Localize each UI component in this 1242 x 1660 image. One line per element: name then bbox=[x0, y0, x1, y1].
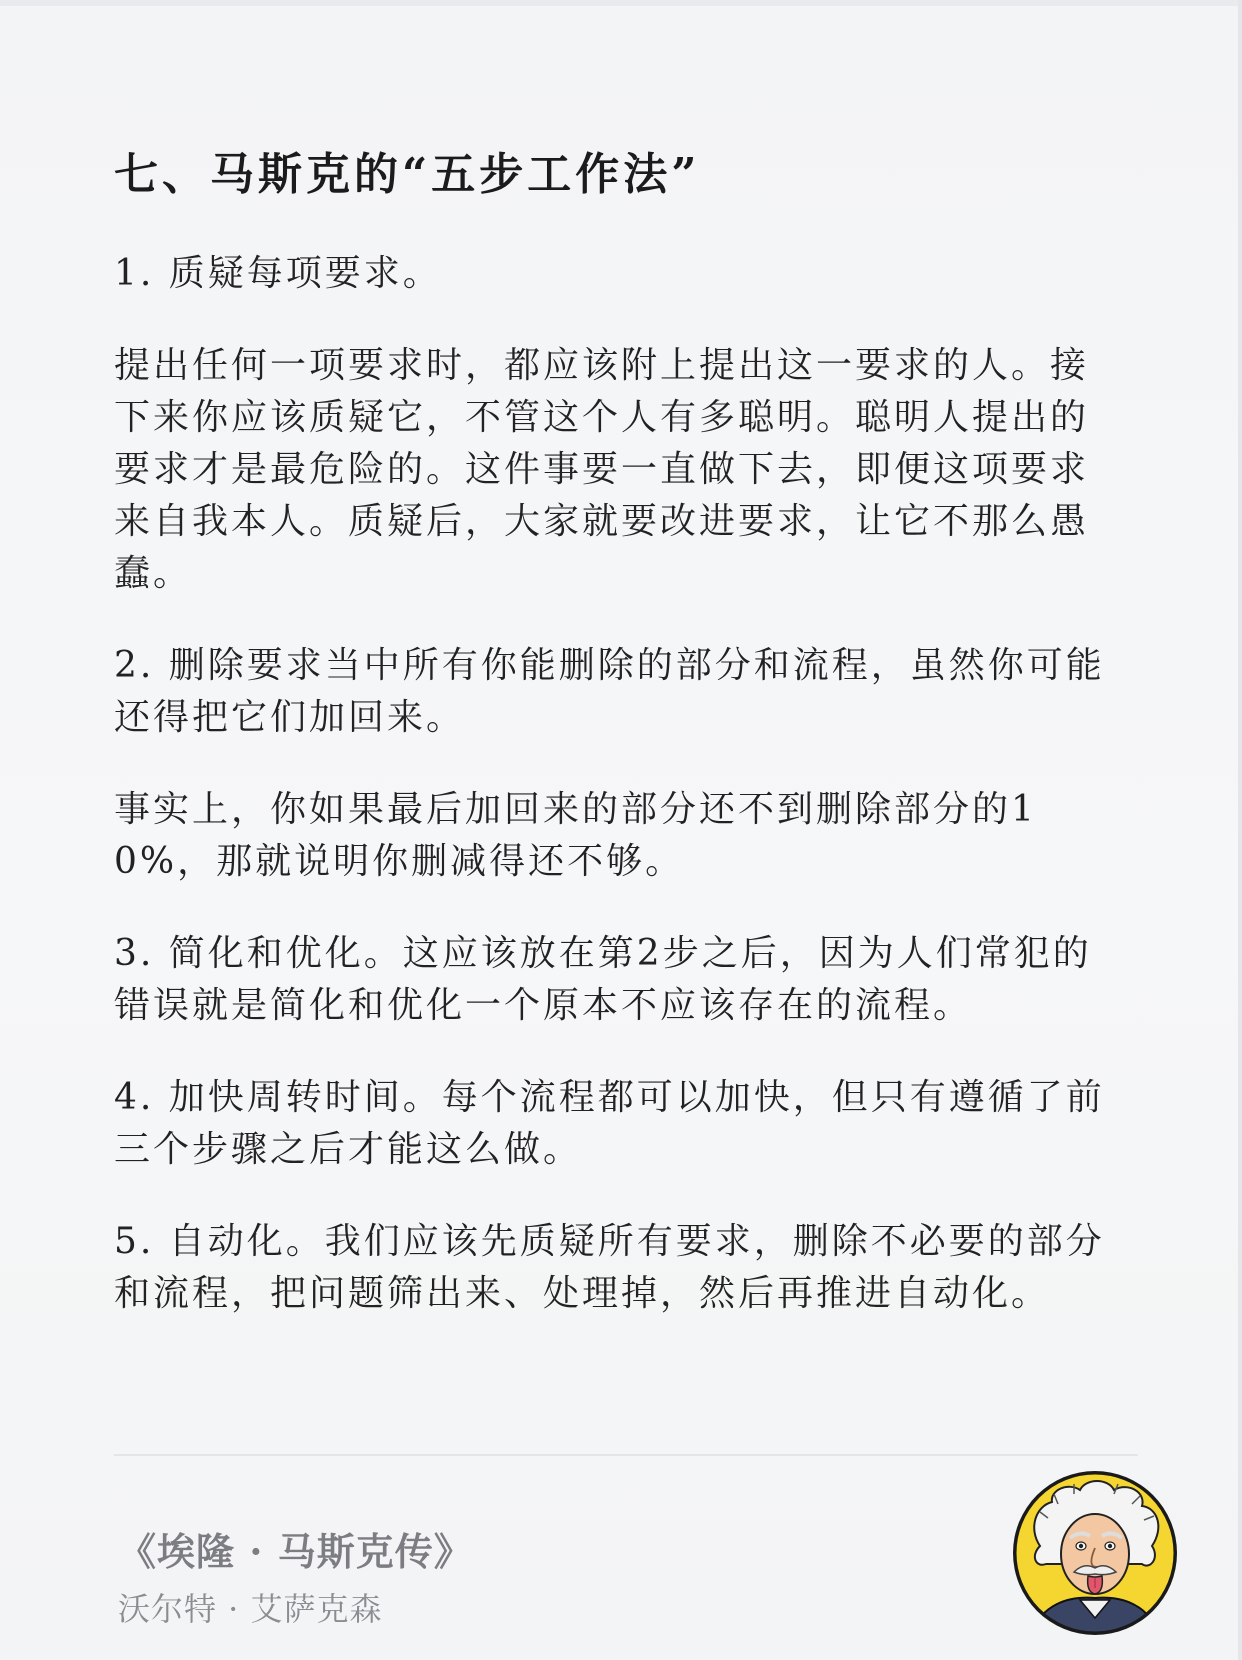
footer-divider bbox=[114, 1454, 1138, 1456]
step-3-title: 3. 简化和优化。这应该放在第2步之后，因为人们常犯的错误就是简化和优化一个原本不应该存在的流程。 bbox=[114, 933, 1092, 1026]
step-1-detail: 提出任何一项要求时，都应该附上提出这一要求的人。接下来你应该质疑它，不管这个人有多聪明。聪明人提出的要求才是最危险的。这件事要一直做下去，即便这项要求来自我本人。质疑后，大家就要改进要求，让它不那么愚蠢。 bbox=[114, 345, 1090, 594]
step-1-title: 1. 质疑每项要求。 bbox=[114, 253, 442, 294]
top-border bbox=[0, 0, 1242, 6]
einstein-portrait-icon bbox=[1010, 1468, 1180, 1638]
step-2-title: 2. 删除要求当中所有你能删除的部分和流程，虽然你可能还得把它们加回来。 bbox=[114, 645, 1105, 738]
step-2-detail: 事实上，你如果最后加回来的部分还不到删除部分的10%，那就说明你删减得还不够。 bbox=[114, 789, 1037, 882]
book-title: 《埃隆 · 马斯克传》 bbox=[118, 1529, 473, 1574]
step-5-title: 5. 自动化。我们应该先质疑所有要求，删除不必要的部分和流程，把问题筛出来、处理掉，然后再推进自动化。 bbox=[114, 1221, 1105, 1314]
book-author: 沃尔特 · 艾萨克森 bbox=[118, 1590, 383, 1628]
section-heading: 七、马斯克的“五步工作法” bbox=[114, 149, 701, 200]
step-4-title: 4. 加快周转时间。每个流程都可以加快，但只有遵循了前三个步骤之后才能这么做。 bbox=[114, 1077, 1105, 1170]
right-border bbox=[1238, 0, 1242, 1660]
article-body bbox=[114, 140, 1124, 1320]
